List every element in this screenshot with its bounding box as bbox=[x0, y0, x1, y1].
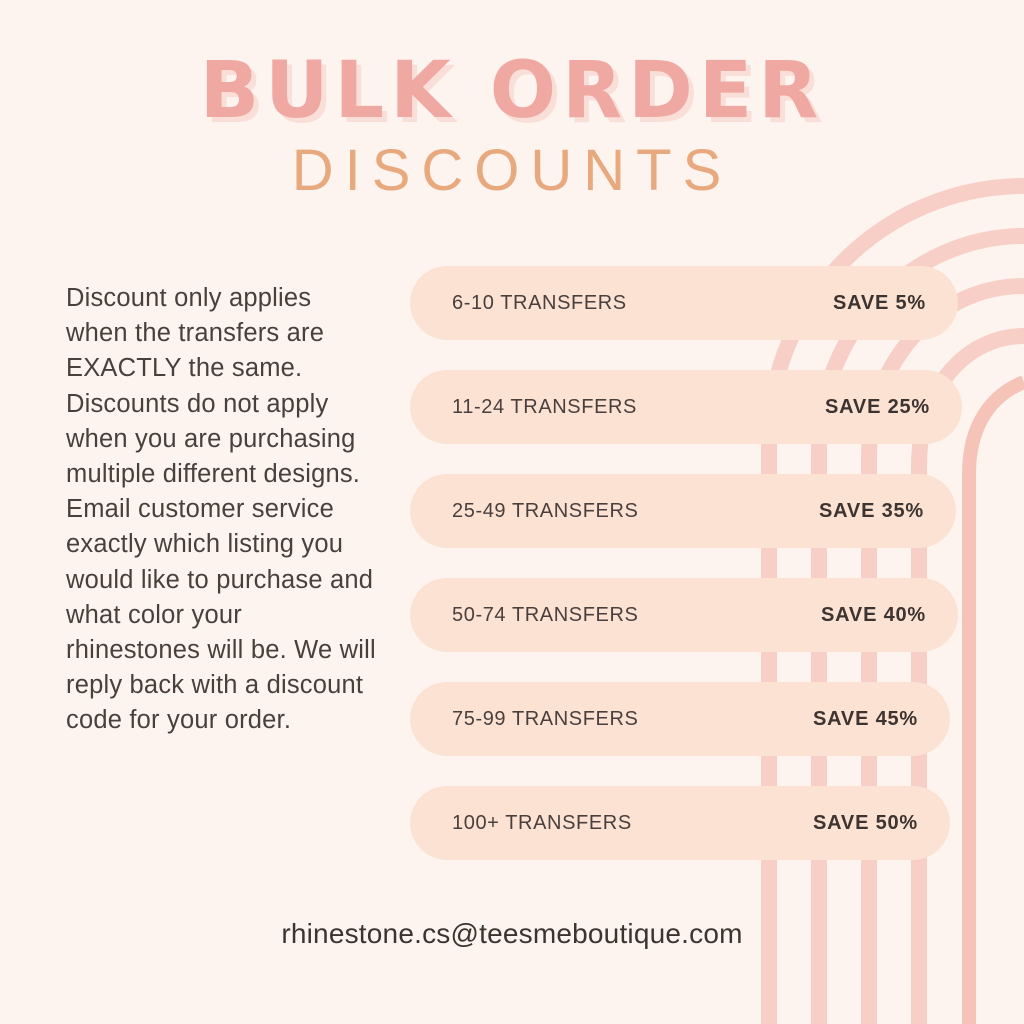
tier-save-label: SAVE 50% bbox=[813, 811, 918, 834]
tier-save-label: SAVE 40% bbox=[821, 603, 926, 626]
contact-email: rhinestone.cs@teesmeboutique.com bbox=[281, 918, 743, 949]
policy-text: Discount only applies when the transfers are EXACTLY the same. Discounts do not apply when you are purchasing multiple different designs. Email customer service exactly which listing you would like to purchase and what color your rhinestones will be. We will reply back with a discount code for your order. bbox=[66, 284, 376, 735]
tier-range-label: 6-10 TRANSFERS bbox=[452, 291, 627, 314]
discount-tier-row bbox=[410, 474, 956, 548]
discount-tier-row bbox=[410, 266, 958, 340]
tier-range-label: 50-74 TRANSFERS bbox=[452, 603, 639, 626]
tier-range-label: 75-99 TRANSFERS bbox=[452, 707, 639, 730]
discount-tier-row bbox=[410, 578, 958, 652]
page-subtitle: DISCOUNTS bbox=[291, 138, 733, 203]
discount-tier-row bbox=[410, 370, 962, 444]
tier-range-label: 25-49 TRANSFERS bbox=[452, 499, 639, 522]
tier-save-label: SAVE 25% bbox=[825, 395, 930, 418]
tier-save-label: SAVE 35% bbox=[819, 499, 924, 522]
tier-save-label: SAVE 45% bbox=[813, 707, 918, 730]
poster-heading bbox=[0, 46, 1024, 203]
discount-tier-row bbox=[410, 786, 950, 860]
discount-tier-list bbox=[410, 266, 958, 860]
tier-range-label: 100+ TRANSFERS bbox=[452, 811, 632, 834]
page-title: BULK ORDER bbox=[199, 46, 825, 136]
discount-tier-row bbox=[410, 682, 950, 756]
tier-save-label: SAVE 5% bbox=[832, 291, 926, 314]
tier-range-label: 11-24 TRANSFERS bbox=[452, 395, 637, 418]
